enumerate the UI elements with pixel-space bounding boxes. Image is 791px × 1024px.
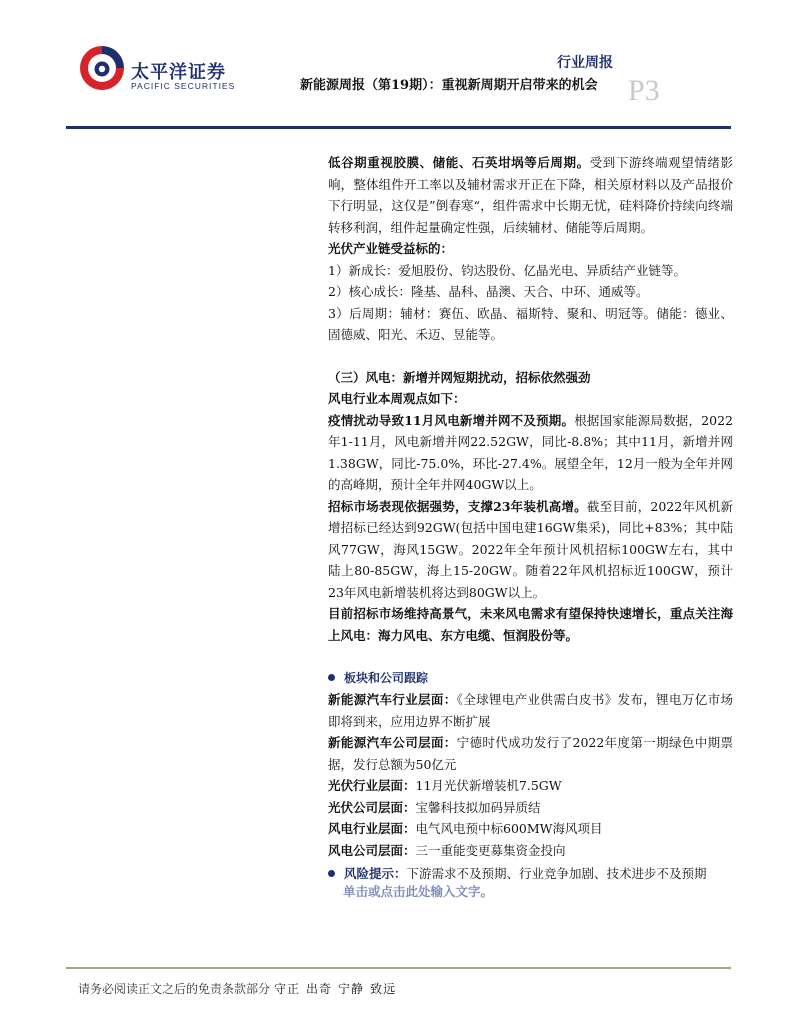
pv-lowcycle-text: 受到下游终端观望情绪影响，整体组件开工率以及辅材需求开正在下降，相关原材料以及产品报价下行明显，这仅是”倒春寒“，组件需求中长期无忧，硅料降价持续向终端转移利润，组件起量确定性强，后续辅材、储能等后周期。 [328, 155, 733, 235]
tracking-item [328, 797, 733, 819]
slogan-word: 宁静 [338, 982, 365, 996]
tracking-heading-text: 板块和公司跟踪 [344, 671, 429, 685]
wind-p1-text: 根据国家能源局数据，2022年1-11月，风电新增并网22.52GW，同比-8.8%；其中11月，新增并网1.38GW，同比-75.0%，环比-27.4%。展望全年，12月一般为全年并网的高峰期，预计全年并网40GW以上。 [328, 412, 733, 492]
wind-paragraph-1 [328, 410, 733, 496]
pacific-securities-logo [76, 42, 128, 94]
tracking-item [328, 818, 733, 840]
slogan-word: 出奇 [306, 982, 333, 996]
report-type: 行业周报 [557, 55, 613, 71]
risk-label: 风险提示： [344, 866, 407, 881]
tracking-text: 宝馨科技拟加码异质结 [415, 799, 541, 815]
slogan [274, 982, 402, 996]
pv-target-item: 2）核心成长：隆基、晶科、晶澳、天合、中环、通威等。 [328, 284, 649, 299]
tracking-label: 新能源汽车行业层面： [328, 692, 457, 707]
tracking-list [328, 689, 733, 861]
tracking-text: 电气风电预中标600MW海风项目 [415, 821, 603, 836]
pv-lowcycle-bold: 低谷期重视胶膜、储能、石英坩埚等后周期。 [328, 155, 590, 170]
report-title: 新能源周报（第19期）：重视新周期开启带来的机会 [300, 78, 598, 93]
risk-warning [328, 865, 733, 883]
pv-target-item: 1）新成长：爱旭股份、钧达股份、亿晶光电、异质结产业链等。 [328, 262, 686, 278]
footer [78, 980, 402, 997]
tracking-label: 新能源汽车公司层面： [328, 735, 457, 750]
wind-paragraph-2 [328, 496, 733, 604]
tracking-label: 风电行业层面： [328, 821, 416, 836]
footer-divider [66, 967, 731, 969]
tracking-label: 风电公司层面： [328, 842, 416, 858]
tracking-item [328, 732, 733, 775]
main-content [328, 152, 733, 901]
pv-lowcycle-paragraph [328, 152, 733, 238]
wind-p2-text: 截至目前，2022年风机新增招标已经达到92GW(包括中国电建16GW集采)，同比+83%；其中陆风77GW，海风15GW。2022年全年预计风机招标100GW左右，其中陆上80-85GW，海上15-20GW。随着22年风机招标近100GW，预计23年风电新增装机将达到80GW以上。 [328, 498, 733, 600]
tracking-item [328, 840, 733, 862]
tracking-heading [328, 668, 733, 689]
disclaimer-text: 请务必阅读正文之后的免责条款部分 [78, 982, 271, 996]
header-divider [66, 126, 731, 129]
tracking-text: 宁德时代成功发行了2022年度第一期绿色中期票据，发行总额为50亿元 [328, 735, 733, 772]
wind-views-heading: 风电行业本周观点如下： [328, 391, 466, 406]
bullet-dot-icon [328, 674, 335, 681]
tracking-label: 光伏行业层面： [328, 778, 416, 793]
text-placeholder[interactable]: 单击或点击此处输入文字。 [343, 884, 494, 899]
wind-section-title: （三）风电：新增并网短期扰动，招标依然强劲 [328, 369, 591, 385]
tracking-text: 三一重能变更募集资金投向 [415, 842, 566, 858]
page-number: P3 [628, 74, 660, 107]
bullet-dot-icon [328, 870, 335, 877]
brand-name-en: PACIFIC SECURITIES [131, 81, 236, 91]
wind-p1-bold: 疫情扰动导致11月风电新增并网不及预期。 [328, 412, 575, 428]
slogan-word: 守正 [274, 982, 301, 996]
wind-paragraph-3: 目前招标市场维持高景气，未来风电需求有望保持快速增长，重点关注海上风电：海力风电、东方电缆、恒润股份等。 [328, 606, 733, 643]
risk-text: 下游需求不及预期、行业竞争加剧、技术进步不及预期 [406, 866, 707, 881]
pv-targets-heading: 光伏产业链受益标的： [328, 241, 454, 256]
tracking-text: 11月光伏新增装机7.5GW [415, 778, 562, 793]
pv-target-item: 3）后周期：辅材：赛伍、欧晶、福斯特、聚和、明冠等。储能：德业、固德威、阳光、禾迈、昱能等。 [328, 305, 733, 342]
slogan-word: 致远 [370, 982, 397, 996]
tracking-label: 光伏公司层面： [328, 799, 416, 815]
tracking-item [328, 775, 733, 797]
tracking-text: 《全球锂电产业供需白皮书》发布，锂电万亿市场即将到来，应用边界不断扩展 [328, 692, 733, 729]
tracking-item [328, 689, 733, 732]
brand-name-cn: 太平洋证券 [131, 62, 226, 83]
wind-p2-bold: 招标市场表现依据强势，支撑23年装机高增。 [328, 498, 587, 514]
